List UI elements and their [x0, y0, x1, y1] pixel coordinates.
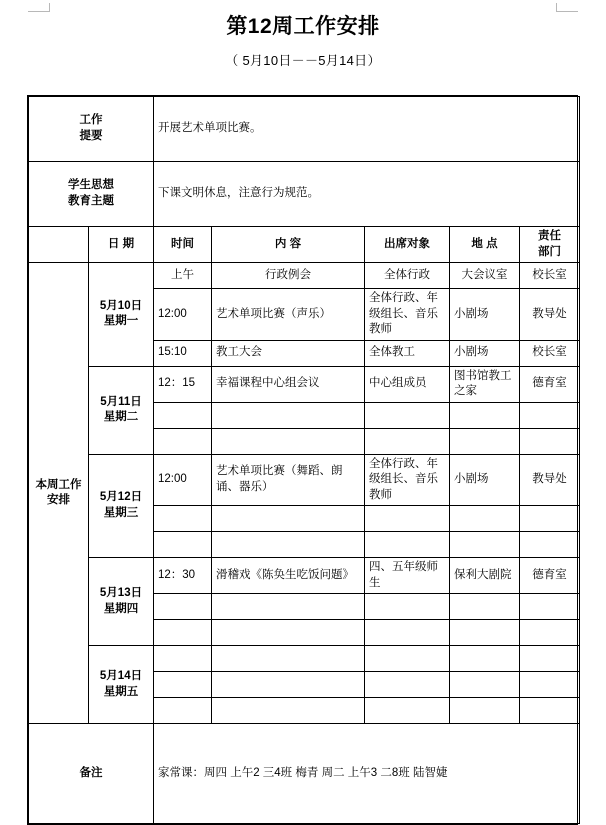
section-label-weekly-plan: [29, 263, 89, 724]
schedule-day-cell: [89, 263, 154, 367]
work-summary-label-line2: 提要: [79, 130, 103, 142]
schedule-cell-time: [154, 506, 212, 532]
schedule-cell-time: [154, 532, 212, 558]
schedule-cell-content: [212, 428, 365, 454]
work-summary-label: [29, 97, 154, 162]
schedule-cell-time: 12：30: [154, 558, 212, 594]
schedule-cell-department: 德育室: [520, 366, 580, 402]
schedule-cell-department: [520, 506, 580, 532]
section-label-line1: 本周工作: [35, 478, 82, 491]
schedule-row: [29, 366, 580, 402]
schedule-cell-content: 行政例会: [212, 263, 365, 289]
schedule-cell-department: 校长室: [520, 340, 580, 366]
schedule-cell-location: [450, 402, 520, 428]
header-time: 时间: [154, 227, 212, 263]
schedule-cell-department: 教导处: [520, 289, 580, 341]
schedule-cell-time: [154, 428, 212, 454]
schedule-cell-attendees: 全体行政、年级组长、音乐教师: [365, 289, 450, 341]
schedule-cell-attendees: [365, 646, 450, 672]
schedule-cell-department: 教导处: [520, 454, 580, 506]
schedule-day-weekday: 星期一: [103, 315, 139, 328]
header-department: [520, 227, 580, 263]
schedule-cell-attendees: 全体教工: [365, 340, 450, 366]
work-summary-text: 开展艺术单项比赛。: [154, 97, 580, 162]
schedule-cell-content: [212, 506, 365, 532]
schedule-day-date: 5月12日: [99, 491, 143, 504]
schedule-day-weekday: 星期二: [103, 411, 139, 424]
schedule-day-weekday: 星期五: [103, 685, 139, 698]
schedule-cell-location: [450, 620, 520, 646]
schedule-cell-department: [520, 620, 580, 646]
schedule-sheet: [27, 95, 578, 825]
schedule-day-date: 5月14日: [99, 670, 143, 683]
table-body: [29, 97, 580, 263]
schedule-cell-department: 校长室: [520, 263, 580, 289]
header-blank: [29, 227, 89, 263]
table-row-education-theme: [29, 162, 580, 227]
schedule-cell-location: 小剧场: [450, 289, 520, 341]
remarks-label: 备注: [29, 724, 154, 824]
schedule-row: [29, 646, 580, 672]
schedule-cell-content: 幸福课程中心组会议: [212, 366, 365, 402]
schedule-cell-department: [520, 428, 580, 454]
schedule-cell-location: 大会议室: [450, 263, 520, 289]
schedule-cell-attendees: 四、五年级师生: [365, 558, 450, 594]
page-title: 第12周工作安排: [226, 15, 380, 38]
schedule-cell-attendees: 全体行政: [365, 263, 450, 289]
header-location: 地 点: [450, 227, 520, 263]
education-theme-label: [29, 162, 154, 227]
schedule-cell-time: 15:10: [154, 340, 212, 366]
schedule-cell-attendees: [365, 672, 450, 698]
schedule-cell-time: [154, 672, 212, 698]
schedule-cell-content: [212, 646, 365, 672]
schedule-cell-time: 12：15: [154, 366, 212, 402]
schedule-day-date: 5月10日: [99, 299, 143, 312]
schedule-cell-content: 艺术单项比赛（声乐）: [212, 289, 365, 341]
header-department-line1: 责任: [538, 230, 561, 242]
schedule-day-cell: [89, 454, 154, 558]
table-row-remarks: [29, 724, 580, 824]
schedule-cell-content: [212, 402, 365, 428]
schedule-cell-attendees: [365, 402, 450, 428]
schedule-cell-location: [450, 698, 520, 724]
schedule-cell-attendees: [365, 594, 450, 620]
schedule-day-date: 5月13日: [99, 587, 143, 600]
schedule-cell-location: 小剧场: [450, 454, 520, 506]
section-label-line2: 安排: [47, 494, 70, 507]
schedule-table: [28, 96, 580, 824]
page-subtitle: （ 5月10日－－5月14日）: [225, 53, 381, 68]
schedule-cell-location: [450, 672, 520, 698]
schedule-cell-time: [154, 646, 212, 672]
schedule-cell-time: [154, 620, 212, 646]
schedule-cell-content: [212, 594, 365, 620]
schedule-cell-attendees: [365, 620, 450, 646]
schedule-cell-content: 滑稽戏《陈奂生吃饭问题》: [212, 558, 365, 594]
schedule-cell-content: 教工大会: [212, 340, 365, 366]
header-department-line2: 部门: [538, 245, 561, 258]
schedule-cell-attendees: 全体行政、年级组长、音乐教师: [365, 454, 450, 506]
header-attendees: 出席对象: [365, 227, 450, 263]
schedule-cell-department: [520, 594, 580, 620]
schedule-day-date: 5月11日: [100, 395, 142, 408]
schedule-cell-attendees: [365, 506, 450, 532]
schedule-cell-time: [154, 594, 212, 620]
schedule-cell-time: 上午: [154, 263, 212, 289]
schedule-cell-time: 12:00: [154, 289, 212, 341]
schedule-cell-attendees: [365, 698, 450, 724]
schedule-cell-location: [450, 532, 520, 558]
schedule-cell-content: 艺术单项比赛（舞蹈、朗诵、器乐）: [212, 454, 365, 506]
schedule-cell-location: 保利大剧院: [450, 558, 520, 594]
schedule-cell-location: [450, 428, 520, 454]
work-summary-label-line1: 工作: [79, 114, 103, 127]
schedule-row: [29, 263, 580, 289]
table-header-row: [29, 227, 580, 263]
schedule-row: [29, 454, 580, 506]
schedule-cell-department: [520, 698, 580, 724]
schedule-cell-time: [154, 402, 212, 428]
schedule-cell-attendees: [365, 428, 450, 454]
schedule-day-cell: [89, 646, 154, 724]
schedule-cell-content: [212, 620, 365, 646]
schedule-cell-content: [212, 532, 365, 558]
schedule-cell-content: [212, 698, 365, 724]
remarks-text: 家常课：周四 上午2 三4班 梅青 周二 上午3 二8班 陆智婕: [154, 724, 580, 824]
schedule-day-weekday: 星期四: [103, 602, 139, 615]
education-theme-text: 下课文明休息，注意行为规范。: [154, 162, 580, 227]
schedule-cell-location: 图书馆教工之家: [450, 366, 520, 402]
schedule-cell-location: [450, 646, 520, 672]
header-date: 日 期: [89, 227, 154, 263]
schedule-cell-department: 德育室: [520, 558, 580, 594]
education-theme-label-line2: 教育主题: [68, 195, 114, 207]
schedule-day-weekday: 星期三: [103, 506, 139, 519]
schedule-cell-department: [520, 646, 580, 672]
schedule-cell-time: [154, 698, 212, 724]
schedule-cell-content: [212, 672, 365, 698]
schedule-cell-department: [520, 672, 580, 698]
schedule-cell-time: 12:00: [154, 454, 212, 506]
header-content: 内 容: [212, 227, 365, 263]
education-theme-label-line1: 学生思想: [68, 179, 114, 192]
schedule-day-cell: [89, 366, 154, 454]
schedule-cell-attendees: [365, 532, 450, 558]
schedule-cell-location: 小剧场: [450, 340, 520, 366]
schedule-cell-department: [520, 532, 580, 558]
schedule-cell-location: [450, 506, 520, 532]
schedule-cell-attendees: 中心组成员: [365, 366, 450, 402]
table-row-work-summary: [29, 97, 580, 162]
schedule-cell-department: [520, 402, 580, 428]
schedule-day-cell: [89, 558, 154, 646]
schedule-row: [29, 558, 580, 594]
schedule-cell-location: [450, 594, 520, 620]
